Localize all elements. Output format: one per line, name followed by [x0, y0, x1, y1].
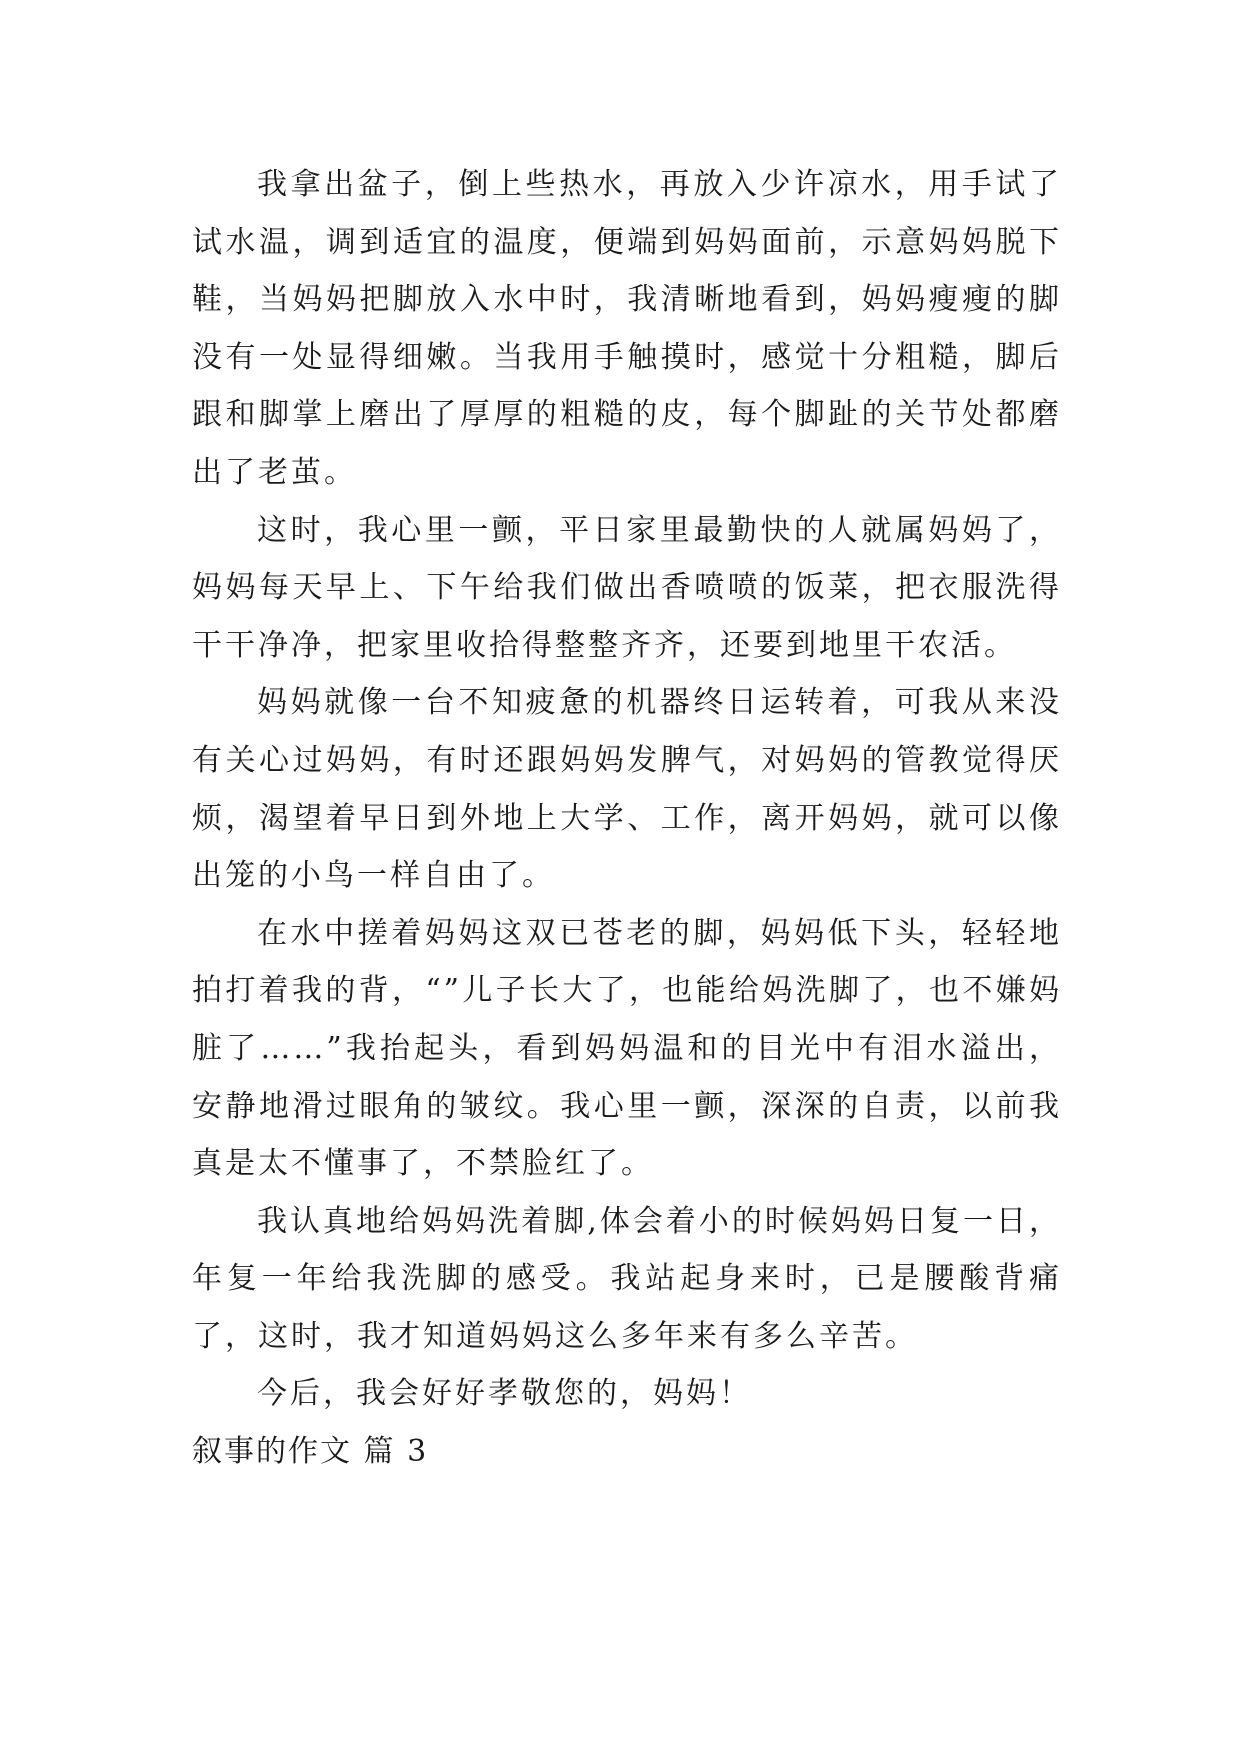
paragraph-realization: 我认真地给妈妈洗着脚,体会着小的时候妈妈日复一日，年复一年给我洗脚的感受。我站起身来时，已是腰酸背痛了，这时，我才知道妈妈这么多年来有多么辛苦。: [192, 1203, 1062, 1354]
paragraph-mother-tears: 在水中搓着妈妈这双已苍老的脚，妈妈低下头，轻轻地拍打着我的背，“”儿子长大了，也能给妈洗脚了，也不嫌妈脏了……”我抬起头，看到妈妈温和的目光中有泪水溢出，安静地滑过眼角的皱纹。我心里一颤，深深的自责，以前我真是太不懂事了，不禁脸红了。: [192, 915, 1062, 1182]
paragraph-mother-diligent: 这时，我心里一颤，平日家里最勤快的人就属妈妈了，妈妈每天早上、下午给我们做出香喷喷的饭菜，把衣服洗得干干净净，把家里收拾得整整齐齐，还要到地里干农活。: [192, 512, 1062, 663]
section-heading: 叙事的作文 篇 3: [192, 1434, 429, 1470]
paragraph-foot-washing: 我拿出盆子，倒上些热水，再放入少许凉水，用手试了试水温，调到适宜的温度，便端到妈妈面前，示意妈妈脱下鞋，当妈妈把脚放入水中时，我清晰地看到，妈妈瘦瘦的脚没有一处显得细嫩。当我用手触摸时，感觉十分粗糙，脚后跟和脚掌上磨出了厚厚的粗糙的皮，每个脚趾的关节处都磨出了老茧。: [192, 167, 1062, 490]
document-body: [192, 156, 1062, 1481]
paragraph-promise: 今后，我会好好孝敬您的，妈妈！: [257, 1376, 752, 1412]
paragraph-never-cared: 妈妈就像一台不知疲惫的机器终日运转着，可我从来没有关心过妈妈，有时还跟妈妈发脾气，对妈妈的管教觉得厌烦，渴望着早日到外地上大学、工作，离开妈妈，就可以像出笼的小鸟一样自由了。: [192, 685, 1062, 894]
